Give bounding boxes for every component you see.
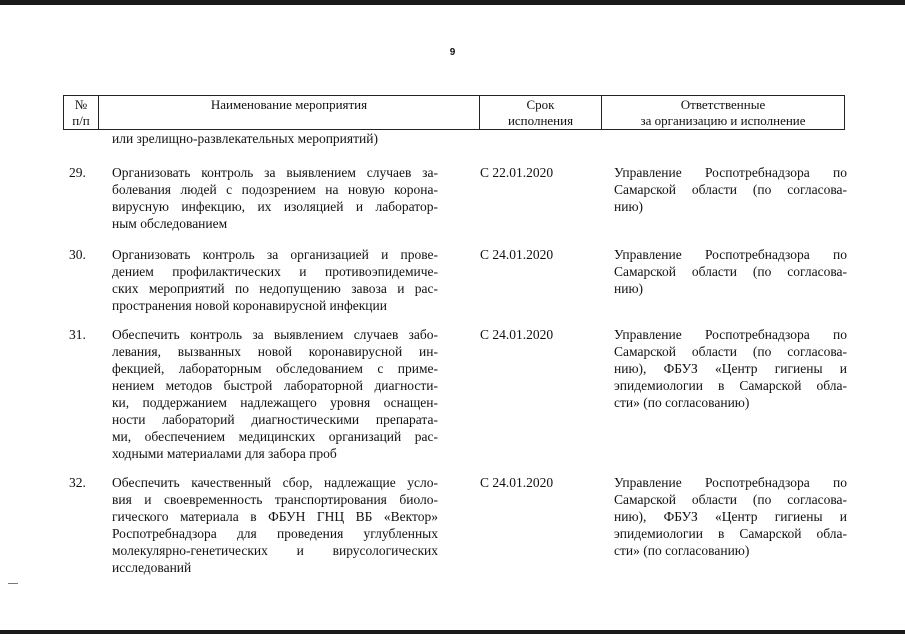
scan-margin-mark <box>8 583 18 584</box>
row-31-responsible: Управление Роспотребнадзора по Самарской области (по согласова- нию), ФБУЗ «Центр гигиены и эпидемиологии в Самарской обла- сти» (по согласованию) <box>614 327 847 410</box>
header-col-deadline <box>480 96 602 129</box>
row-32-responsible: Управление Роспотребнадзора по Самарской области (по согласова- нию), ФБУЗ «Центр гигиены и эпидемиологии в Самарской обла- сти» (по согласованию) <box>614 475 847 558</box>
row-32-name: Обеспечить качественный сбор, надлежащие усло- вия и своевременность транспортирования биоло- гического материала в ФБУН ГНЦ ВБ «Вектор» Роспотребнадзора для проведения углубленных молекулярно-генетических и вирусологических исследований <box>112 475 438 575</box>
row-32-number: 32. <box>69 475 86 490</box>
header-deadline-line1: Срок <box>526 97 555 112</box>
scan-bottom-edge <box>0 630 905 634</box>
header-name-label: Наименование мероприятия <box>210 97 368 112</box>
header-deadline-line2: исполнения <box>507 113 574 128</box>
header-responsible-line2: за организацию и исполнение <box>640 113 806 128</box>
row-29-number: 29. <box>69 165 86 180</box>
row-29-responsible: Управление Роспотребнадзора по Самарской области (по согласова- нию) <box>614 165 847 214</box>
header-responsible-line1: Ответственные <box>680 97 766 112</box>
page-number: 9 <box>449 47 456 58</box>
row-32-deadline: С 24.01.2020 <box>480 475 554 490</box>
header-col-name <box>99 96 480 129</box>
row-29-name: Организовать контроль за выявлением случаев за- болевания людей с подозрением на новую корона- вирусную инфекцию, их изоляцией и лаборатор- ным обследованием <box>112 165 438 231</box>
row-30-number: 30. <box>69 247 86 262</box>
row-30-name: Организовать контроль за организацией и прове- дением профилактических и противоэпидемиче- ских мероприятий по недопущению завоза и рас- пространения новой коронавирусной инфекции <box>112 247 438 313</box>
header-col-number <box>64 96 99 129</box>
table-header <box>63 95 845 130</box>
row-31-number: 31. <box>69 327 86 342</box>
header-col-responsible <box>602 96 844 129</box>
row-31-name: Обеспечить контроль за выявлением случаев забо- левания, вызванных новой коронавирусной ин- фекцией, лабораторным обследованием с приме- нением методов быстрой лабораторной диагности- ки, поддержанием надлежащего уровня оснащен- ности лабораторий диагностическими препарата- ми, обеспечением медицинских организаций рас- ходными материалами для забора проб <box>112 327 438 461</box>
row-30-deadline: С 24.01.2020 <box>480 247 554 262</box>
scan-top-edge <box>0 0 905 5</box>
row-31-deadline: С 24.01.2020 <box>480 327 554 342</box>
header-number-pp: п/п <box>72 113 90 128</box>
row-29-deadline: С 22.01.2020 <box>480 165 554 180</box>
continuation-text: или зрелищно-развлекательных мероприятий) <box>112 131 378 146</box>
row-30-responsible: Управление Роспотребнадзора по Самарской области (по согласова- нию) <box>614 247 847 296</box>
header-number-sign: № <box>74 97 88 112</box>
